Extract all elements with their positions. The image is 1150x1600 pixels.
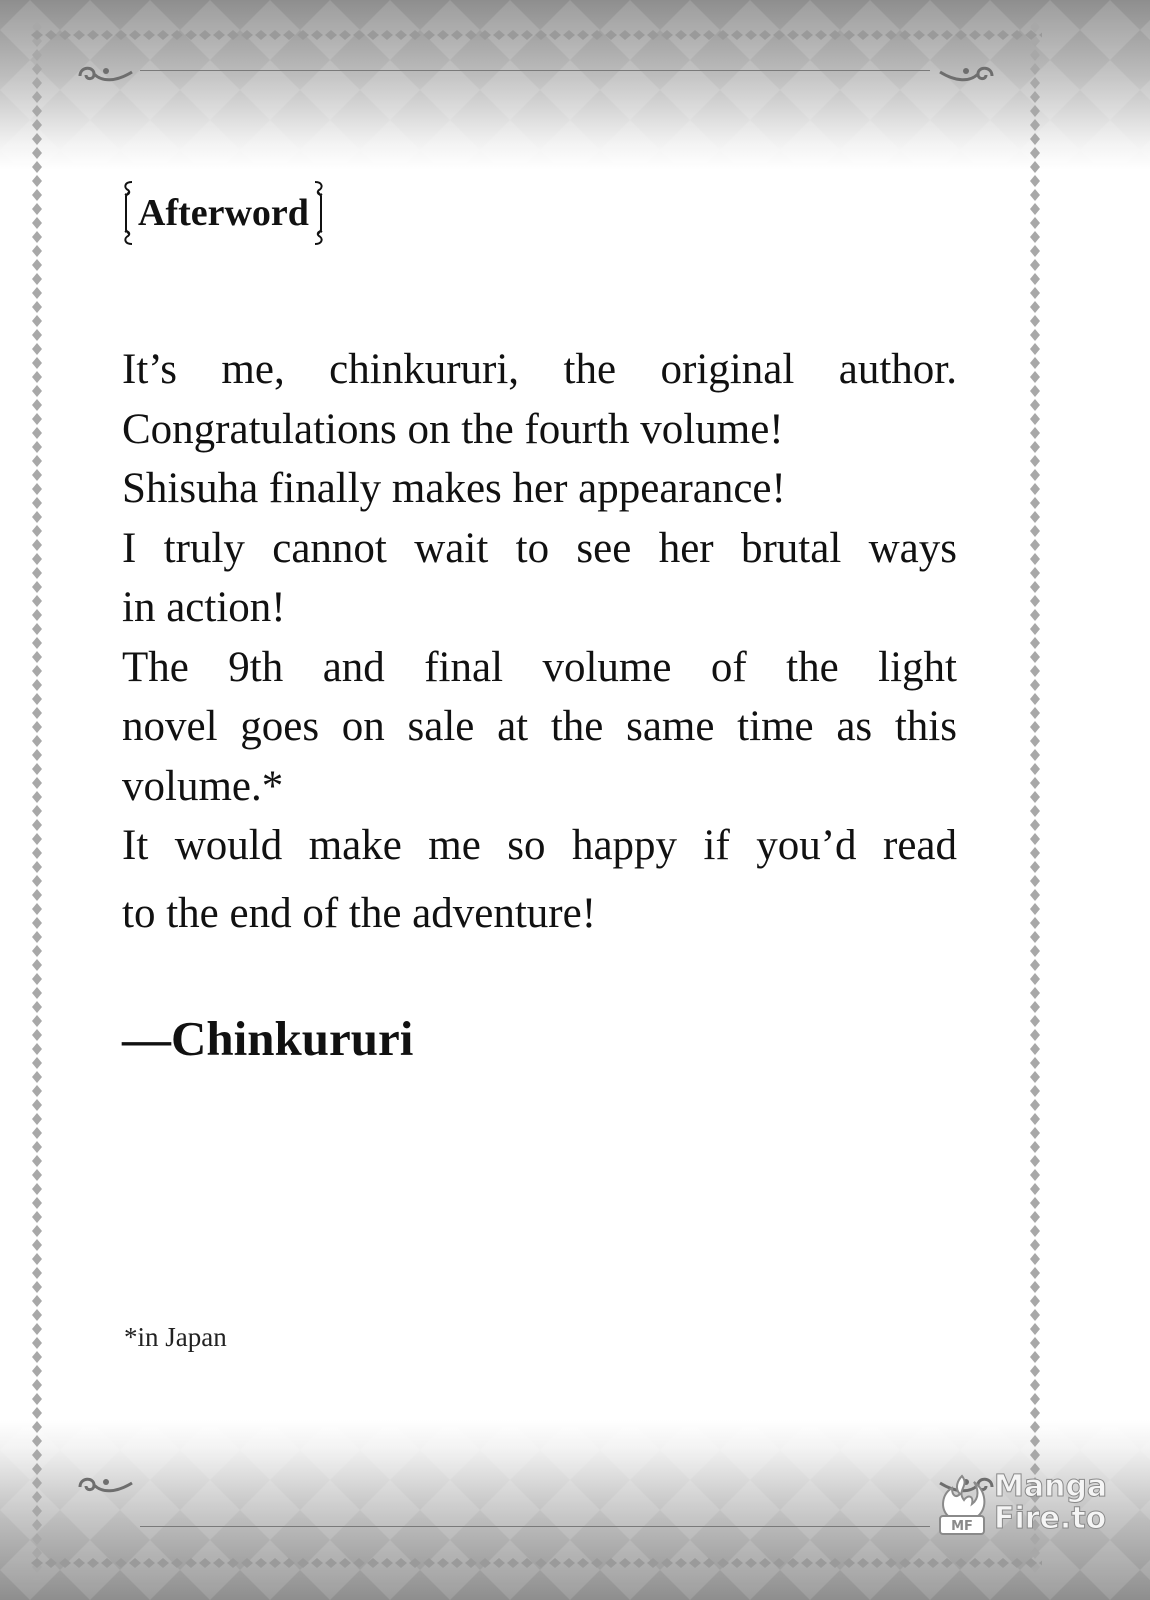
logo-letters: MF — [951, 1519, 973, 1534]
body-line: Shisuha finally makes her appearance! — [122, 465, 786, 512]
bottom-rule-line — [140, 1526, 930, 1527]
scroll-flourish-icon — [76, 62, 136, 86]
body-line: Congratulations on the fourth volume! — [122, 405, 784, 453]
body-line: It would make me so happy if you’d read — [122, 822, 957, 869]
right-chain-border — [1028, 20, 1042, 1580]
watermark-line2: Fire.to — [994, 1501, 1107, 1536]
afterword-body — [122, 340, 957, 943]
body-line: It’s me, chinkururi, the original author. — [122, 346, 957, 393]
scroll-flourish-icon — [936, 62, 996, 86]
body-line: novel goes on sale at the same time as this — [122, 703, 957, 750]
left-chain-border — [30, 20, 44, 1580]
watermark — [934, 1470, 1114, 1540]
body-line: I truly cannot wait to see her brutal ways — [122, 524, 957, 572]
watermark-line1: Manga — [994, 1469, 1108, 1504]
author-signature: —Chinkururi — [122, 1011, 414, 1066]
footnote: *in Japan — [124, 1322, 227, 1352]
afterword-heading — [120, 178, 327, 248]
right-bracket-icon — [313, 180, 327, 246]
scroll-flourish-icon — [76, 1473, 136, 1497]
top-rule-line — [140, 70, 930, 71]
body-line: to the end of the adventure! — [122, 889, 597, 937]
left-bracket-icon — [120, 180, 134, 246]
body-line: volume.* — [122, 762, 284, 810]
top-chain-border — [30, 28, 1042, 42]
flame-logo-icon — [934, 1472, 992, 1538]
heading-title: Afterword — [138, 192, 309, 234]
bottom-chain-border — [30, 1556, 1042, 1570]
body-line: in action! — [122, 584, 286, 631]
body-line: The 9th and final volume of the light — [122, 643, 957, 691]
